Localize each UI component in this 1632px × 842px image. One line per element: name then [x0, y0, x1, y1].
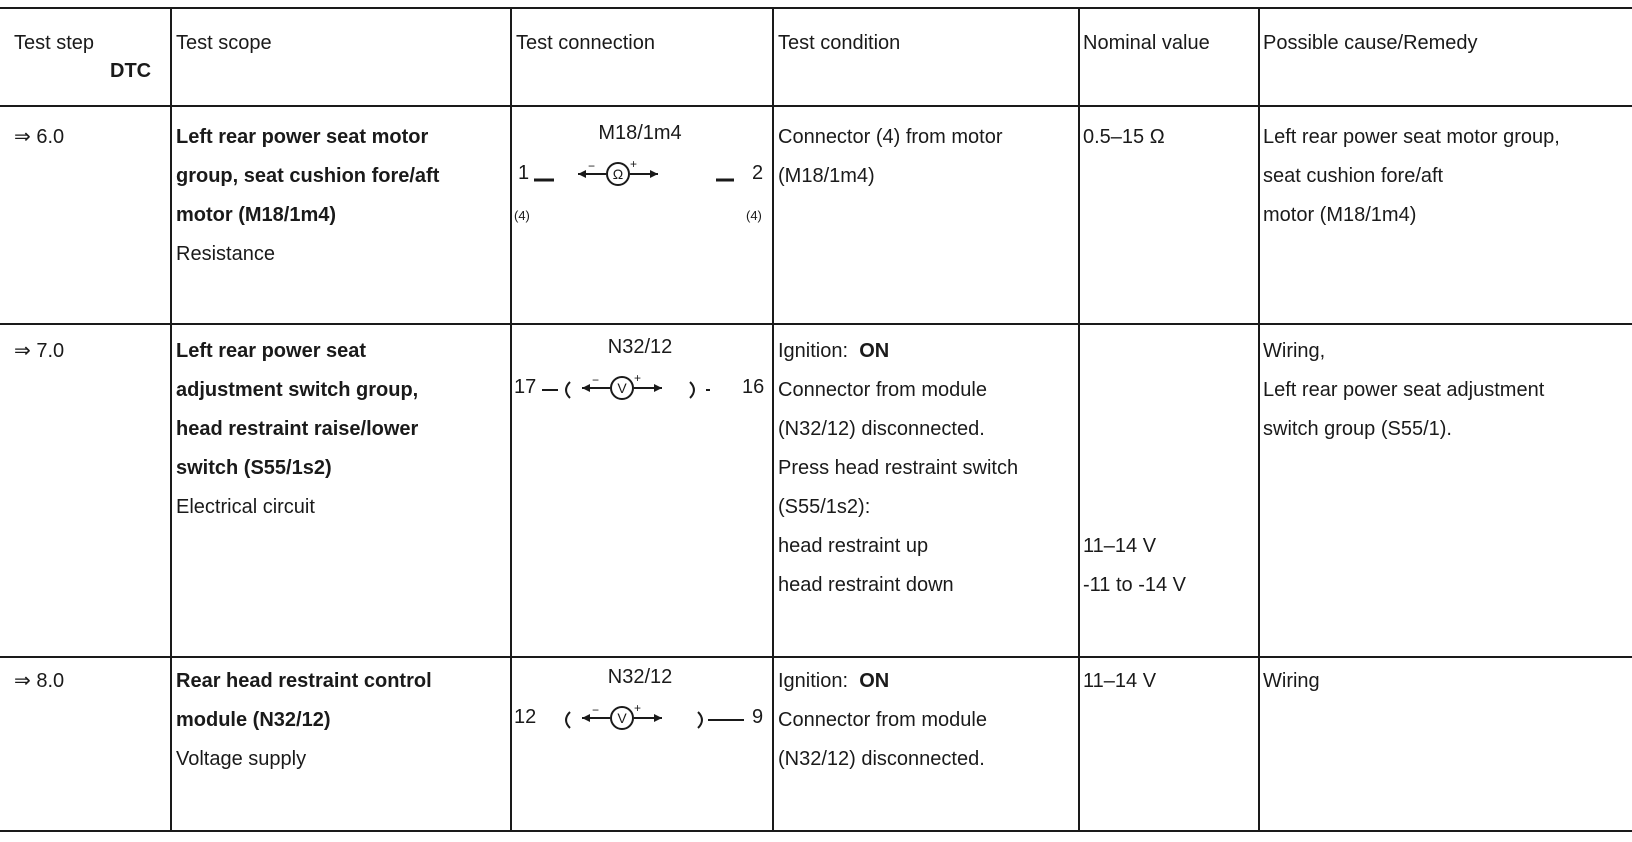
remedy-line: Wiring, [1263, 340, 1326, 362]
pin-sub-left: (4) [514, 208, 530, 223]
nominal-value: 11–14 V [1083, 670, 1157, 692]
condition-line: (N32/12) disconnected. [778, 748, 985, 770]
remedy-line: Left rear power seat motor group, [1263, 126, 1560, 148]
ohmmeter-connection-diagram [530, 160, 748, 190]
scope-title-line: switch (S55/1s2) [176, 457, 332, 479]
component-code: M18/1m4 [598, 122, 682, 144]
meter-symbol: V [617, 710, 627, 726]
meter-symbol: Ω [612, 166, 624, 182]
scope-title-line: Rear head restraint control [176, 670, 432, 692]
svg-text:+: + [634, 704, 642, 715]
pin-left: 12 [514, 706, 537, 728]
possible-cause [1263, 118, 1560, 235]
header-possible-cause: Possible cause/Remedy [1263, 32, 1478, 54]
scope-type: Resistance [176, 243, 275, 265]
header-nominal-value: Nominal value [1083, 32, 1210, 54]
header-test-scope: Test scope [176, 32, 272, 54]
column-divider [1078, 8, 1080, 831]
header-test-connection: Test connection [516, 32, 655, 54]
column-divider [772, 8, 774, 831]
header-rule [0, 105, 1632, 107]
condition-line: (N32/12) disconnected. [778, 418, 985, 440]
nominal-line: 11–14 V [1083, 535, 1157, 557]
condition-line: Press head restraint switch [778, 457, 1019, 479]
svg-text:+: + [630, 160, 638, 171]
scope-type: Electrical circuit [176, 496, 315, 518]
scope-title-line: head restraint raise/lower [176, 418, 419, 440]
svg-text:+: + [634, 374, 642, 385]
test-scope [176, 332, 418, 527]
test-step: ⇒ 6.0 [14, 126, 65, 148]
nominal-line: -11 to -14 V [1083, 574, 1187, 596]
possible-cause [1263, 332, 1544, 449]
ignition-label: Ignition: [778, 340, 849, 362]
pin-sub-right: (4) [746, 208, 762, 223]
ignition-value: ON [859, 340, 890, 362]
ignition-value: ON [859, 670, 890, 692]
test-condition [778, 662, 987, 779]
condition-line: Connector from module [778, 709, 987, 731]
condition-line: (S55/1s2): [778, 496, 871, 518]
column-divider [1258, 8, 1260, 831]
column-divider [170, 8, 172, 831]
scope-title-line: motor (M18/1m4) [176, 204, 337, 226]
scope-title-line: group, seat cushion fore/aft [176, 165, 440, 187]
svg-text:−: − [592, 374, 600, 387]
pin-left: 17 [514, 376, 537, 398]
voltmeter-connection-diagram [538, 374, 738, 404]
condition-line: (M18/1m4) [778, 165, 875, 187]
pin-right: 16 [742, 376, 765, 398]
ignition-line [778, 332, 1018, 371]
pin-right: 9 [752, 706, 764, 728]
nominal-value: 0.5–15 Ω [1083, 126, 1165, 148]
remedy-line: Left rear power seat adjustment [1263, 379, 1545, 401]
header-test-condition: Test condition [778, 32, 901, 54]
svg-text:−: − [592, 704, 600, 717]
svg-text:−: − [588, 160, 596, 173]
table-top-rule [0, 7, 1632, 9]
row-divider [0, 323, 1632, 325]
remedy-line: motor (M18/1m4) [1263, 204, 1417, 226]
column-divider [510, 8, 512, 831]
component-code: N32/12 [607, 336, 673, 358]
scope-title-line: module (N32/12) [176, 709, 331, 731]
possible-cause: Wiring [1263, 670, 1320, 692]
remedy-line: seat cushion fore/aft [1263, 165, 1444, 187]
scope-type: Voltage supply [176, 748, 307, 770]
nominal-value [1083, 527, 1186, 605]
ignition-line [778, 662, 987, 701]
pin-left: 1 [518, 162, 530, 184]
scope-title-line: adjustment switch group, [176, 379, 419, 401]
pin-right: 2 [752, 162, 764, 184]
test-scope [176, 118, 439, 274]
header-test-step: Test step [14, 32, 95, 54]
voltmeter-connection-diagram [538, 704, 750, 734]
row-divider [0, 656, 1632, 658]
header-dtc: DTC [110, 60, 152, 82]
remedy-line: switch group (S55/1). [1263, 418, 1452, 440]
test-step: ⇒ 8.0 [14, 670, 65, 692]
test-step: ⇒ 7.0 [14, 340, 65, 362]
condition-line: Connector (4) from motor [778, 126, 1003, 148]
test-condition [778, 332, 1018, 605]
meter-symbol: V [617, 380, 627, 396]
ignition-label: Ignition: [778, 670, 849, 692]
condition-line: head restraint down [778, 574, 954, 596]
condition-line: head restraint up [778, 535, 929, 557]
test-condition [778, 118, 1003, 196]
component-code: N32/12 [607, 666, 673, 688]
scope-title-line: Left rear power seat motor [176, 126, 429, 148]
scope-title-line: Left rear power seat [176, 340, 367, 362]
test-scope [176, 662, 432, 779]
condition-line: Connector from module [778, 379, 987, 401]
table-bottom-rule [0, 830, 1632, 832]
